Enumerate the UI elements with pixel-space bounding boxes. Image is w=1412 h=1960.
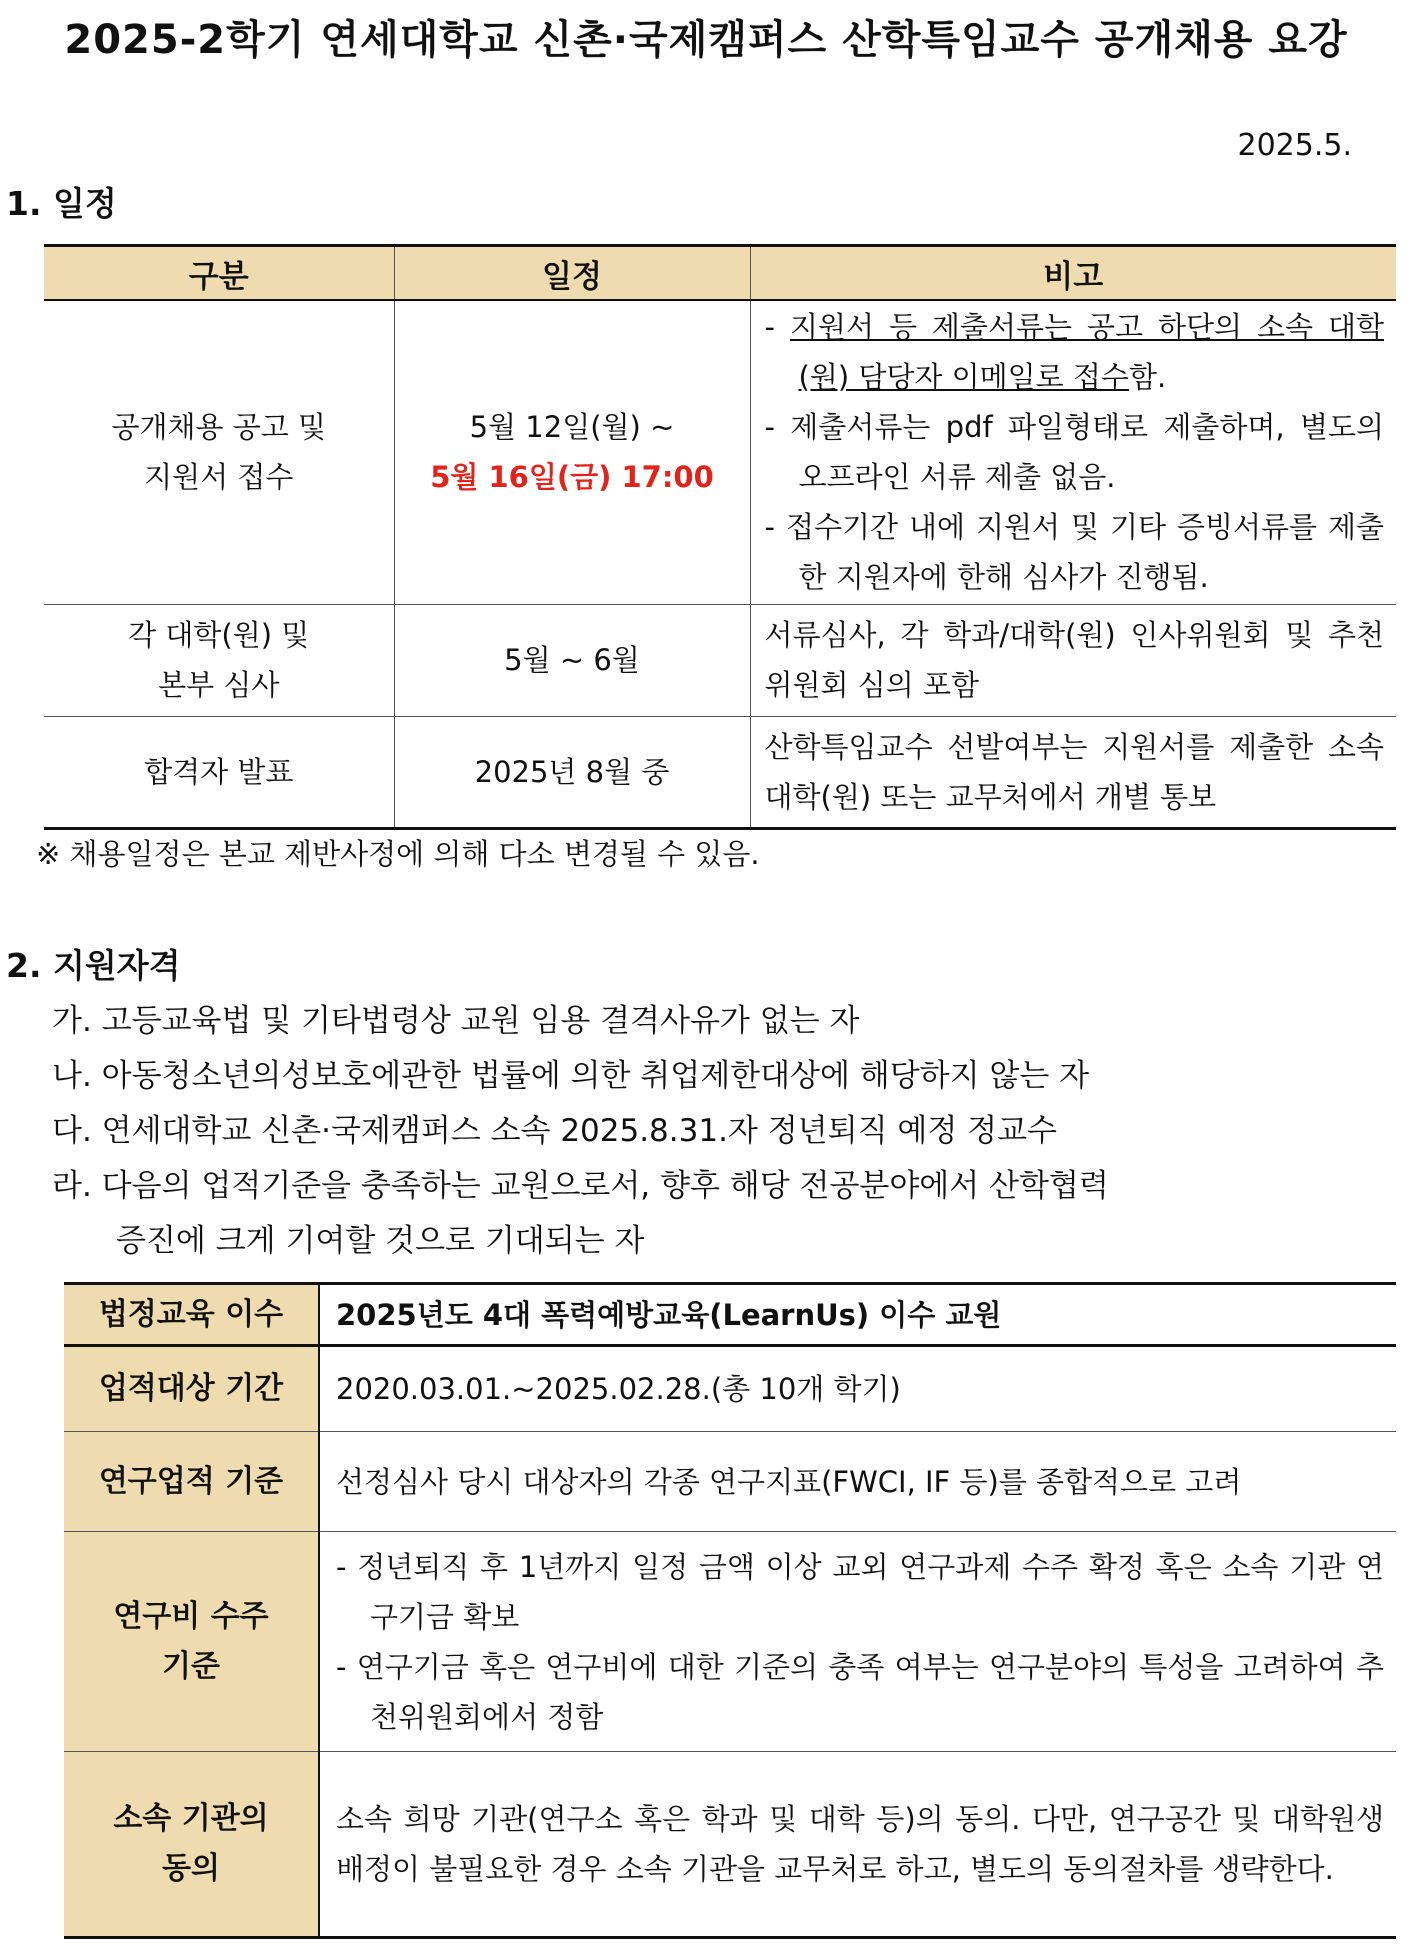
deadline: 5월 16일(금) 17:00 [430,460,714,495]
table-row [64,1432,1396,1532]
category-cell: 각 대학(원) 및 본부 심사 [44,604,394,716]
criteria-value [319,1532,1396,1752]
table-header-row [44,246,1396,301]
table-row [44,716,1396,828]
criteria-table [64,1282,1396,1939]
criteria-value: 2020.03.01.~2025.02.28.(총 10개 학기) [319,1346,1396,1432]
criteria-label: 법정교육 이수 [64,1284,319,1346]
column-header: 일정 [394,246,750,301]
note-item: - 접수기간 내에 지원서 및 기타 증빙서류를 제출한 지원자에 한해 심사가 진행됨. [764,510,1385,595]
table-row [44,604,1396,716]
column-header: 비고 [750,246,1396,301]
schedule-cell: 5월 12일(월) ~ 5월 16일(금) 17:00 [394,300,750,604]
schedule-table [44,244,1396,830]
category-cell: 공개채용 공고 및 지원서 접수 [44,300,394,604]
list-item: 다. 연세대학교 신촌·국제캠퍼스 소속 2025.8.31.자 정년퇴직 예정 정교수 [52,1113,1057,1149]
section-heading-schedule: 1. 일정 [6,184,117,223]
notes-cell [750,300,1396,604]
criteria-label: 소속 기관의 동의 [64,1752,319,1938]
note-item: - 지원서 등 제출서류는 공고 하단의 소속 대학(원) 담당자 이메일로 접수함. [764,310,1384,395]
criteria-value: 2025년도 4대 폭력예방교육(LearnUs) 이수 교원 [319,1284,1396,1346]
column-header: 구분 [44,246,394,301]
list-item: 나. 아동청소년의성보호에관한 법률에 의한 취업제한대상에 해당하지 않는 자 [52,1058,1090,1094]
schedule-footnote: ※ 채용일정은 본교 제반사정에 의해 다소 변경될 수 있음. [36,837,760,871]
list-item: 가. 고등교육법 및 기타법령상 교원 임용 결격사유가 없는 자 [52,1003,860,1039]
table-row [44,300,1396,604]
document-date: 2025.5. [1237,128,1352,163]
table-row [64,1752,1396,1938]
list-item-continuation: 증진에 크게 기여할 것으로 기대되는 자 [116,1223,645,1259]
category-cell: 합격자 발표 [44,716,394,828]
schedule-cell: 5월 ~ 6월 [394,604,750,716]
criteria-label: 연구비 수주 기준 [64,1532,319,1752]
table-row [64,1346,1396,1432]
criteria-item: - 연구기금 혹은 연구비에 대한 기준의 충족 여부는 연구분야의 특성을 고려하여 추천위원회에서 정함 [336,1649,1384,1734]
criteria-item: - 정년퇴직 후 1년까지 일정 금액 이상 교외 연구과제 수주 확정 혹은 소속 기관 연구기금 확보 [336,1549,1384,1634]
table-row [64,1532,1396,1752]
schedule-cell: 2025년 8월 중 [394,716,750,828]
notes-cell: 서류심사, 각 학과/대학(원) 인사위원회 및 추천위원회 심의 포함 [750,604,1396,716]
criteria-value: 소속 희망 기관(연구소 혹은 학과 및 대학 등)의 동의. 다만, 연구공간 및 대학원생 배정이 불필요한 경우 소속 기관을 교무처로 하고, 별도의 동의절차를 생략한다. [319,1752,1396,1938]
section-heading-qualifications: 2. 지원자격 [6,946,181,985]
note-item: - 제출서류는 pdf 파일형태로 제출하며, 별도의 오프라인 서류 제출 없음. [764,410,1384,495]
criteria-value: 선정심사 당시 대상자의 각종 연구지표(FWCI, IF 등)를 종합적으로 고려 [319,1432,1396,1532]
criteria-label: 업적대상 기간 [64,1346,319,1432]
criteria-label: 연구업적 기준 [64,1432,319,1532]
table-row [64,1284,1396,1346]
list-item: 라. 다음의 업적기준을 충족하는 교원으로서, 향후 해당 전공분야에서 산학협력 [52,1168,1109,1204]
notes-cell: 산학특임교수 선발여부는 지원서를 제출한 소속 대학(원) 또는 교무처에서 개별 통보 [750,716,1396,828]
page-title: 2025-2학기 연세대학교 신촌·국제캠퍼스 산학특임교수 공개채용 요강 [64,17,1348,63]
